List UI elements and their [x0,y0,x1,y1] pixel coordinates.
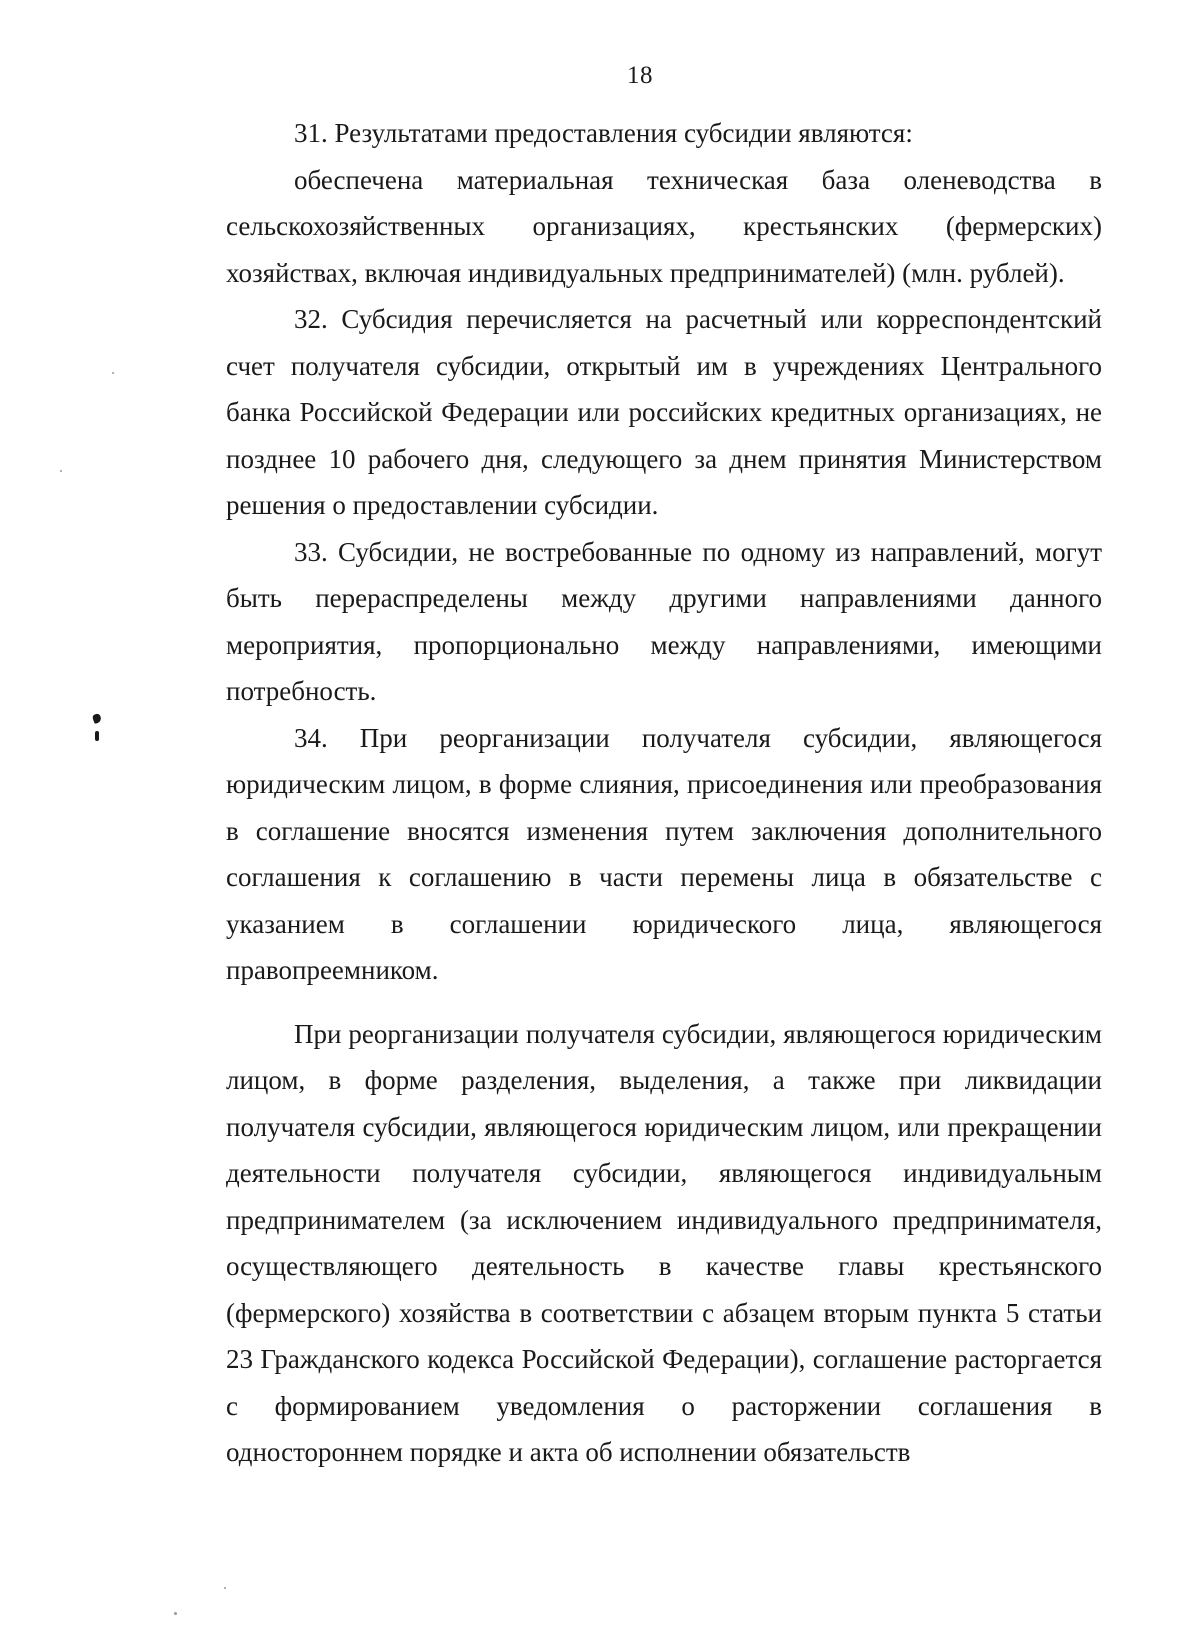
paragraph-33: 33. Субсидии, не востребованные по одному из направлений, могут быть перераспределены между другими направлениями данного мероприятия, пропорционально между направлениями, имеющими потребность. [226,536,1102,706]
paragraph-32: 32. Субсидия перечисляется на расчетный или корреспондентский счет получателя субсидии, открытый им в учреждениях Центрального банка Российской Федерации или российских кредитных организациях, не позднее 10 рабочего дня, следующего за днем принятия Министерством решения о предоставлении субсидии. [226,304,1102,520]
document-body [226,110,1102,1476]
paragraph-34: 34. При реорганизации получателя субсидии, являющегося юридическим лицом, в форме слияния, присоединения или преобразования в соглашение вносятся изменения путем заключения дополнительного соглашения к соглашению в части перемены лица в обязательстве с указанием в соглашении юридического лица, являющегося правопреемником. [226,722,1102,985]
paragraph-31-heading: 31. Результатами предоставления субсидии являются: [294,118,913,148]
scan-speck [224,1587,226,1589]
scan-speck [174,1612,177,1615]
scan-speck [112,372,114,374]
paragraph-31-result: обеспечена материальная техническая база оленеводства в сельскохозяйственных организациях, крестьянских (фермерских) хозяйствах, включая индивидуальных предпринимателей) (млн. рублей). [226,164,1102,288]
paragraph-34-continued: При реорганизации получателя субсидии, являющегося юридическим лицом, в форме разделения, выделения, а также при ликвидации получателя субсидии, являющегося юридическим лицом, или прекращении деятельности получателя субсидии, являющегося индивидуальным предпринимателем (за исключением индивидуального предпринимателя, осуществляющего деятельность в качестве главы крестьянского (фермерского) хозяйства в соответствии с абзацем вторым пункта 5 статьи 23 Гражданского кодекса Российской Федерации), соглашение расторгается с формированием уведомления о расторжении соглашения в одностороннем порядке и акта об исполнении обязательств [226,1018,1102,1467]
page-number: 18 [627,62,653,89]
scan-speck [60,470,62,472]
scan-mark [95,731,99,741]
scan-mark [92,713,103,724]
